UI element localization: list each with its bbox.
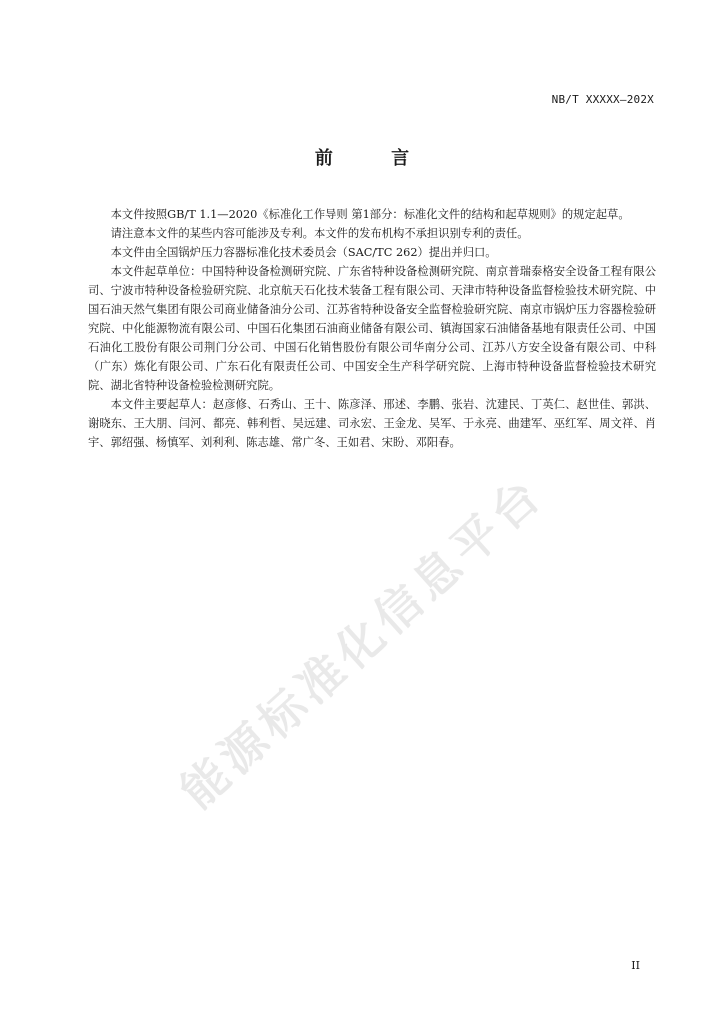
paragraph-drafters: 本文件主要起草人：赵彦修、石秀山、王十、陈彦泽、邢述、李鹏、张岩、沈建民、丁英仁、赵世佳、郭洪、谢晓东、王大朋、闫河、都亮、韩利哲、吴远建、司永宏、王金龙、吴军、于永亮、曲建军、巫红军、周文祥、肖宇、郭绍强、杨慎军、刘利利、陈志雄、常广冬、王如君、宋盼、邓阳春。 xyxy=(88,398,656,449)
paragraph-drafting-rules: 本文件按照GB/T 1.1—2020《标准化工作导则 第1部分：标准化文件的结构和起草规则》的规定起草。 xyxy=(110,208,630,221)
foreword-body xyxy=(88,205,656,452)
paragraph-patent-notice: 请注意本文件的某些内容可能涉及专利。本文件的发布机构不承担识别专利的责任。 xyxy=(110,227,529,240)
paragraph-proposer: 本文件由全国锅炉压力容器标准化技术委员会（SAC/TC 262）提出并归口。 xyxy=(110,246,497,259)
page-number: II xyxy=(631,959,640,972)
page-title: 前 言 xyxy=(314,148,436,169)
standard-code: NB/T XXXXX—202X xyxy=(551,93,654,106)
paragraph-drafting-units: 本文件起草单位：中国特种设备检测研究院、广东省特种设备检测研究院、南京普瑞泰格安全设备工程有限公司、宁波市特种设备检验研究院、北京航天石化技术装备工程有限公司、天津市特种设备监督检验技术研究院、中国石油天然气集团有限公司商业储备油分公司、江苏省特种设备安全监督检验研究院、南京市锅炉压力容器检验研究院、中化能源物流有限公司、中国石化集团石油商业储备有限公司、镇海国家石油储备基地有限责任公司、中国石油化工股份有限公司荆门分公司、中国石化销售股份有限公司华南分公司、江苏八方安全设备有限公司、中科（广东）炼化有限公司、广东石化有限责任公司、中国安全生产科学研究院、上海市特种设备监督检验技术研究院、湖北省特种设备检验检测研究院。 xyxy=(88,265,656,392)
watermark: 能源标准化信息平台 xyxy=(170,465,554,819)
